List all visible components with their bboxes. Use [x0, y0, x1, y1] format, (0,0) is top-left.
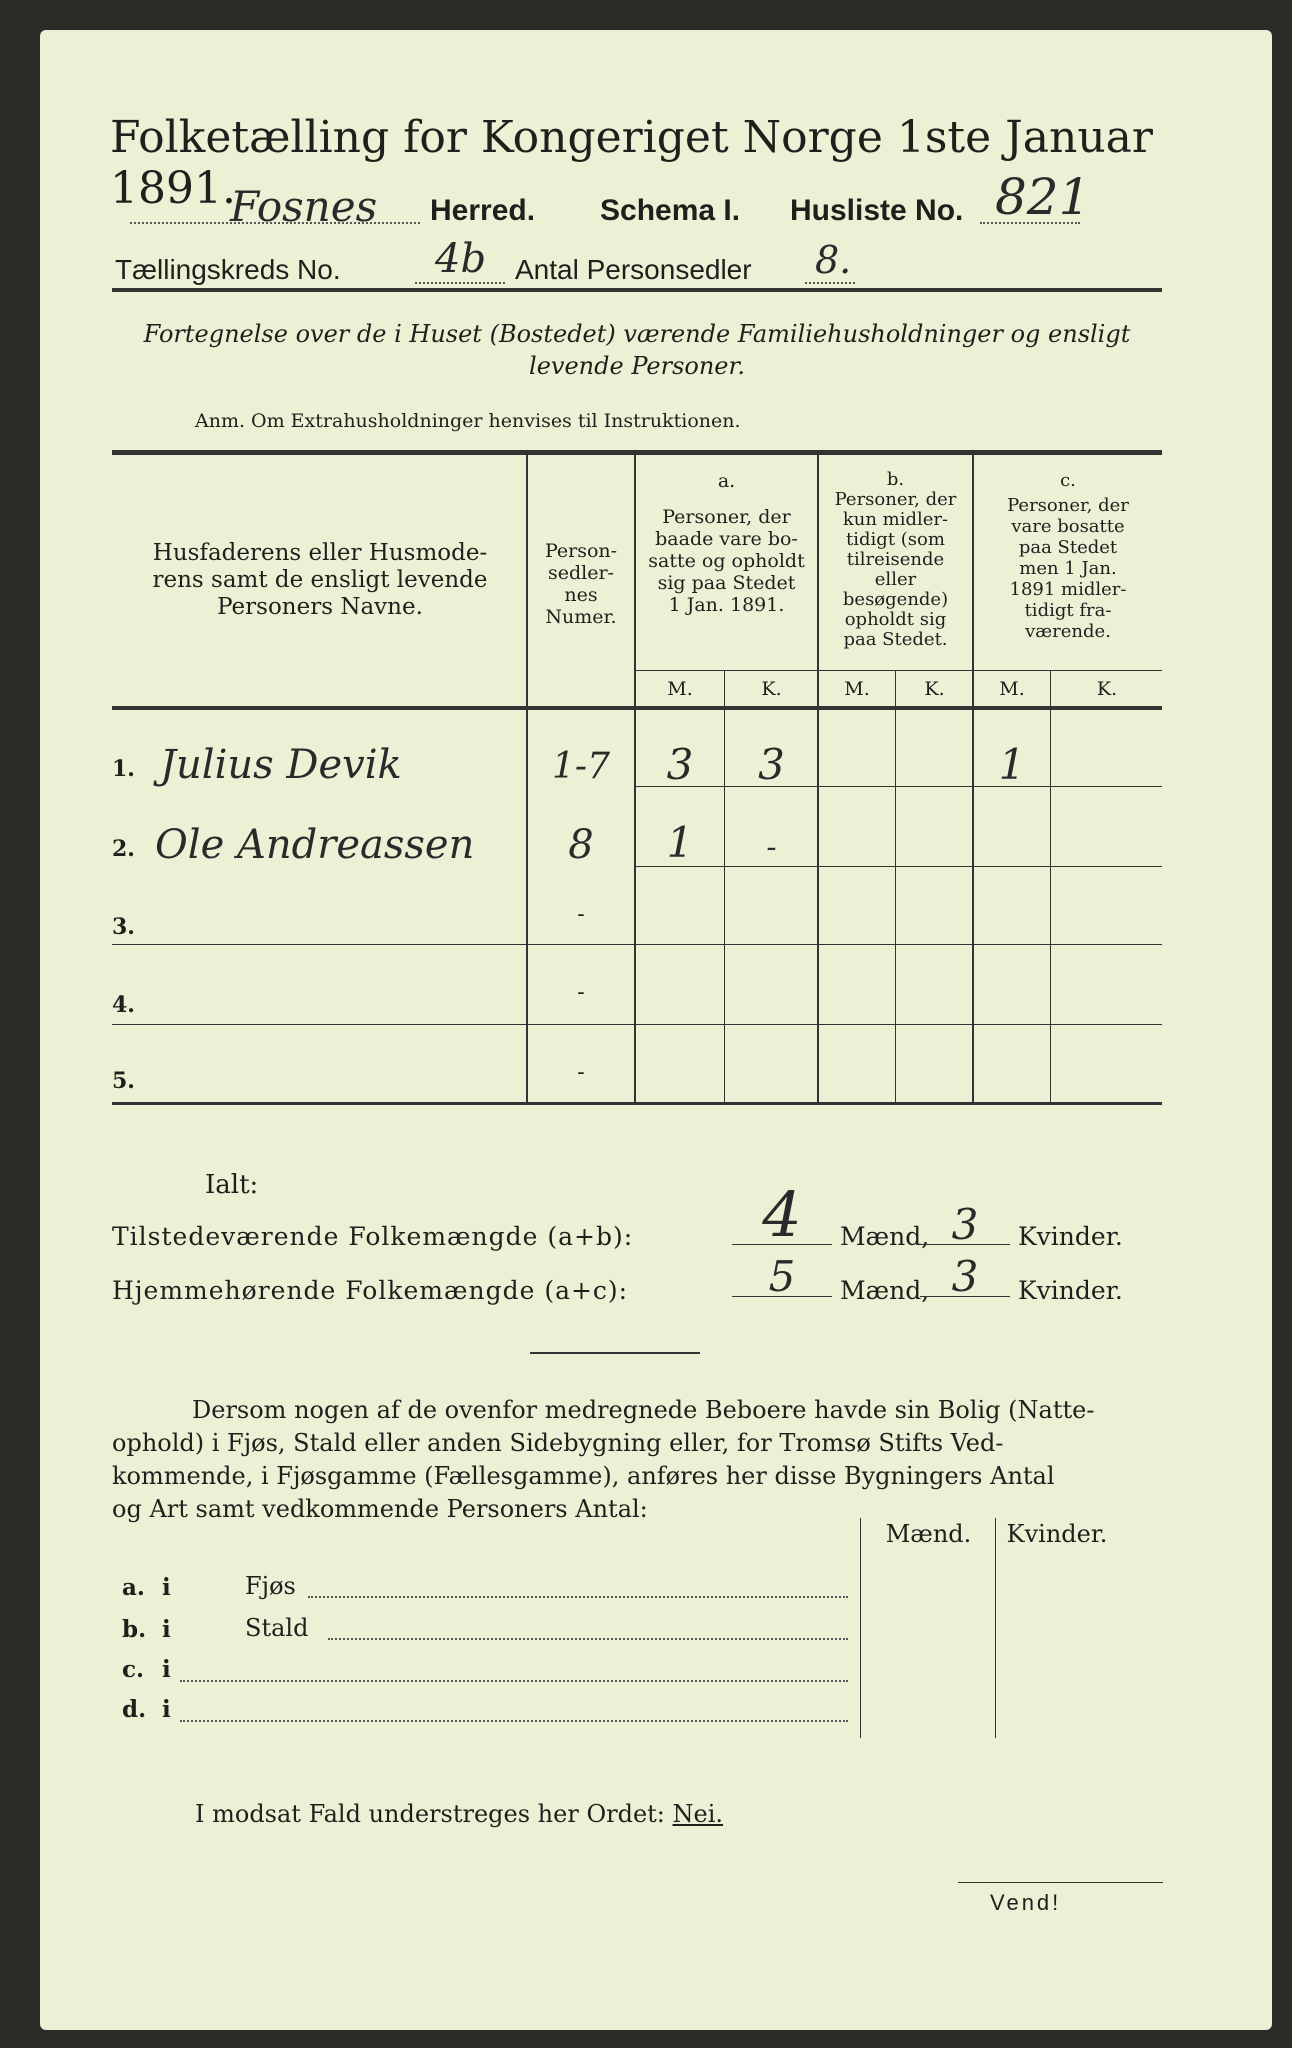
buildings-paragraph: Dersom nogen af de ovenfor medregnede Beboere havde sin Bolig (Natte- ophold) i Fjøs, Stald eller anden Sidebygning eller, for Tromsø Stifts Ved- kommende, i Fjøsgamme (Fællesgamme), anføres her disse Bygningers Antal og Art samt vedkommende Personers Antal:	[112, 1396, 1095, 1523]
form-title: Folketælling for Kongeriget Norge 1ste Januar 1891.	[110, 112, 1153, 214]
row-numer: -	[577, 1060, 585, 1085]
census-form-sheet: Folketælling for Kongeriget Norge 1ste Januar 1891. Fosnes Herred. Schema I. Husliste No. 821 Tællingskreds No. 4b Antal Personsedler 8. Fortegnelse over de i Huset (Bostedet) værende Familiehusholdninger og ensligt levende Personer. Anm. Om Extrahusholdninger henvises til Instruktionen. Husfaderens eller Husmode- rens samt de ensligt levende Personers Navne. Person- sedler- nes Numer. a. Personer, der baade vare bo- satte og opholdt sig paa Stedet 1 Jan. 1891. b. Personer, der kun midler- tidigt (som tilreisende eller besøgende) opholdt sig paa Stedet. c. Personer, der vare bosatte paa Stedet men 1 Jan. 1891 midler- tidigt fra- værende. M. K. M. K. M. K. 1. Julius Devik 1-7 3 3 1 2. Ole Andreassen 8 1 - 3. - 4. - 5. - Ialt: Tilstedeværende Folkemængde (a+b): 4 Mænd, 3 Kvinder. Hjemmehørende Folkemængde (a+c): 5 Mænd, 3 Kvinder. Dersom nogen af de ovenfor medregnede Beboere havde sin Bolig (Natte- ophold) i Fjøs, Stald eller anden Sidebygning eller, for Tromsø Stifts Ved- kommende, i Fjøsgamme (Fællesgamme), anføres her disse Bygningers Antal og Art samt vedkommende Personers Antal: Mænd. Kvinder. a. i Fjøs b. i Stald c. i d. i I modsat Fald understreges her Ordet: Nei. Vend!	[40, 30, 1272, 2030]
schema-label: Schema I.	[600, 194, 741, 227]
ialt-label: Ialt:	[205, 1170, 259, 1200]
hjemme-mend-label: Mænd,	[840, 1276, 930, 1305]
header-a-k: K.	[761, 678, 782, 700]
header-line-2	[100, 168, 1240, 242]
krets-value: 4b	[435, 236, 487, 282]
header-c-k: K.	[1096, 678, 1118, 700]
tilsted-mend-value: 4	[762, 1178, 802, 1251]
tilsted-kvinder-value: 3	[951, 1200, 979, 1249]
herred-label: Herred.	[430, 194, 536, 227]
row-name: Julius Devik	[160, 742, 402, 788]
header-numer: Person- sedler- nes Numer.	[544, 540, 618, 628]
row-a-k: 3	[758, 740, 785, 789]
header-b-m: M.	[844, 678, 870, 700]
header-rule	[112, 288, 1162, 292]
row-numer: -	[577, 902, 585, 927]
husliste-value: 821	[995, 168, 1091, 226]
husliste-label: Husliste No.	[790, 194, 964, 227]
divider	[530, 1352, 700, 1354]
row-numer: 8	[568, 822, 594, 868]
header-a-m: M.	[667, 678, 693, 700]
row-a-m: 1	[666, 818, 694, 867]
header-col-a: a. Personer, der baade vare bo- satte og opholdt sig paa Stedet 1 Jan. 1891.	[648, 470, 805, 616]
row-c-m: 1	[998, 740, 1026, 789]
header-b-k: K.	[924, 678, 945, 700]
row-numer: 1-7	[552, 746, 610, 787]
herred-value: Fosnes	[230, 182, 378, 231]
intro-line-2: levende Personer.	[529, 352, 745, 380]
header-names: Husfaderens eller Husmode- rens samt de ensligt levende Personers Navne.	[152, 540, 488, 620]
row-numer: -	[577, 980, 585, 1005]
header-col-b: b. Personer, der kun midler- tidigt (som tilreisende eller besøgende) opholdt sig paa Stedet.	[834, 469, 957, 650]
vend-label: Vend!	[990, 1890, 1062, 1915]
col-kvinder-header: Kvinder.	[1006, 1520, 1108, 1548]
header-line-3	[115, 236, 1255, 292]
hjemme-kvinder-label: Kvinder.	[1018, 1276, 1123, 1305]
personsedler-label: Antal Personsedler	[515, 254, 752, 285]
modsat-text: I modsat Fald understreges her Ordet: Nei.	[195, 1800, 724, 1828]
intro-line-1: Fortegnelse over de i Huset (Bostedet) værende Familiehusholdninger og ensligt	[143, 320, 1131, 348]
nei-word: Nei.	[672, 1800, 724, 1828]
row-name: Ole Andreassen	[155, 822, 475, 868]
row-a-m: 3	[666, 740, 694, 789]
anm-note: Anm. Om Extrahusholdninger henvises til Instruktionen.	[195, 410, 741, 432]
krets-label: Tællingskreds No.	[115, 254, 341, 285]
header-c-m: M.	[999, 678, 1025, 700]
row-a-k: -	[766, 830, 777, 865]
hjemme-kvinder-value: 3	[951, 1252, 979, 1301]
tilsted-kvinder-label: Kvinder.	[1018, 1222, 1123, 1251]
header-col-c: c. Personer, der vare bosatte paa Stedet men 1 Jan. 1891 midler- tidigt fra- værende.	[1007, 470, 1129, 642]
hjemme-label: Hjemmehørende Folkemængde (a+c):	[112, 1276, 629, 1305]
col-mend-header: Mænd.	[885, 1520, 972, 1548]
tilsted-label: Tilstedeværende Folkemængde (a+b):	[112, 1222, 634, 1251]
personsedler-value: 8.	[815, 238, 852, 282]
hjemme-mend-value: 5	[768, 1252, 796, 1301]
tilsted-mend-label: Mænd,	[840, 1222, 930, 1251]
